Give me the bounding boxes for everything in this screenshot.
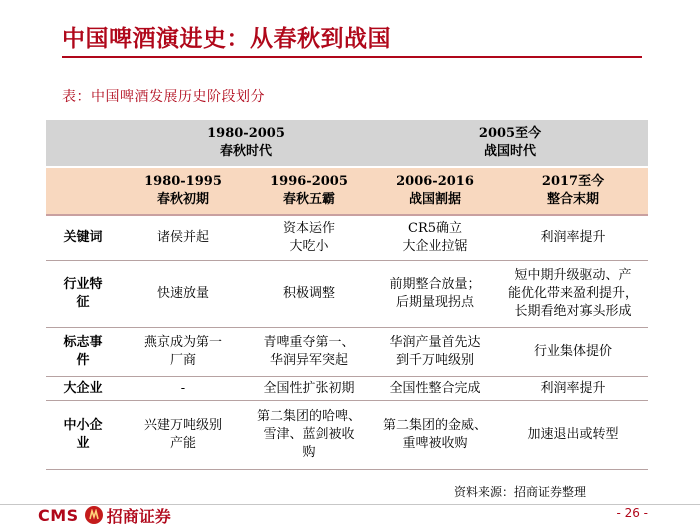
row-key: 中小企 业 bbox=[46, 401, 120, 470]
table-row bbox=[46, 401, 648, 470]
table-cell: CR5确立 大企业拉锯 bbox=[372, 215, 498, 261]
table-row bbox=[46, 377, 648, 401]
row-key: 关键词 bbox=[46, 215, 120, 261]
company-logo bbox=[38, 504, 171, 526]
table-cell: 诸侯并起 bbox=[120, 215, 246, 261]
era-header-row bbox=[46, 120, 648, 167]
table-cell: 全国性整合完成 bbox=[372, 377, 498, 401]
table-cell: 积极调整 bbox=[246, 261, 372, 328]
table-cell: 利润率提升 bbox=[498, 215, 648, 261]
row-key: 大企业 bbox=[46, 377, 120, 401]
table-cell: 行业集体提价 bbox=[498, 328, 648, 377]
table-cell: 短中期升级驱动、产 能优化带来盈利提升， 长期看绝对寡头形成 bbox=[498, 261, 648, 328]
period-header-row bbox=[46, 167, 648, 215]
period-header: 1980-1995 春秋初期 bbox=[120, 167, 246, 215]
row-key: 行业特 征 bbox=[46, 261, 120, 328]
row-key: 标志事 件 bbox=[46, 328, 120, 377]
table-cell: 前期整合放量； 后期量现拐点 bbox=[372, 261, 498, 328]
source-note: 资料来源：招商证券整理 bbox=[454, 485, 587, 499]
table-cell: 第二集团的哈啤、 雪津、蓝剑被收 购 bbox=[246, 401, 372, 470]
cms-emblem-icon bbox=[85, 506, 103, 524]
table-caption: 表：中国啤酒发展历史阶段划分 bbox=[62, 89, 265, 105]
table-row bbox=[46, 261, 648, 328]
era-header: 1980-2005 春秋时代 bbox=[120, 120, 372, 167]
period-header: 2006-2016 战国割据 bbox=[372, 167, 498, 215]
title-divider bbox=[62, 56, 642, 58]
table-cell: 青啤重夺第一、 华润异军突起 bbox=[246, 328, 372, 377]
table-cell: 快速放量 bbox=[120, 261, 246, 328]
table-cell: 燕京成为第一 厂商 bbox=[120, 328, 246, 377]
period-header: 1996-2005 春秋五霸 bbox=[246, 167, 372, 215]
table-cell: 加速退出或转型 bbox=[498, 401, 648, 470]
table-cell: 利润率提升 bbox=[498, 377, 648, 401]
slide-title: 中国啤酒演进史：从春秋到战国 bbox=[62, 26, 391, 52]
period-header: 2017至今 整合末期 bbox=[498, 167, 648, 215]
era-header: 2005至今 战国时代 bbox=[372, 120, 648, 167]
table-cell: 第二集团的金威、 重啤被收购 bbox=[372, 401, 498, 470]
page-number: - 26 - bbox=[616, 506, 648, 520]
table-cell: - bbox=[120, 377, 246, 401]
corner-cell bbox=[46, 167, 120, 215]
logo-cn: 招商证券 bbox=[106, 506, 171, 526]
table-cell: 兴建万吨级别 产能 bbox=[120, 401, 246, 470]
table-cell: 资本运作 大吃小 bbox=[246, 215, 372, 261]
table-cell: 全国性扩张初期 bbox=[246, 377, 372, 401]
logo-latin: CMS bbox=[38, 505, 79, 525]
table-row bbox=[46, 215, 648, 261]
corner-cell bbox=[46, 120, 120, 167]
history-table bbox=[46, 120, 648, 470]
table-cell: 华润产量首先达 到千万吨级别 bbox=[372, 328, 498, 377]
table-row bbox=[46, 328, 648, 377]
